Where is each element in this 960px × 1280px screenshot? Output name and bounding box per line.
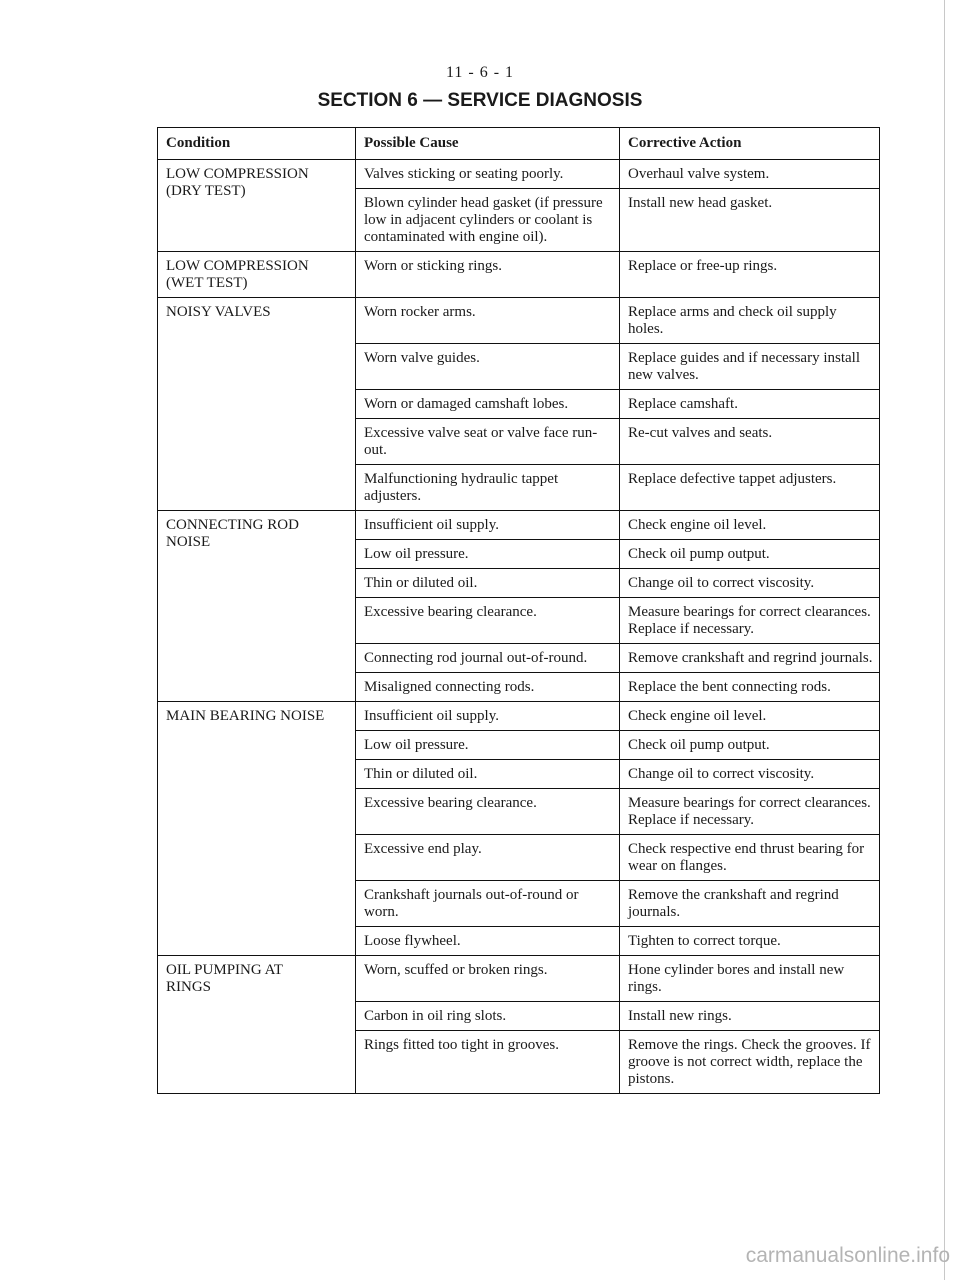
corrective-action-cell: Tighten to correct torque. <box>620 927 880 956</box>
corrective-action-cell: Check respective end thrust bearing for wear on flanges. <box>620 835 880 881</box>
possible-cause-cell: Rings fitted too tight in grooves. <box>356 1031 620 1094</box>
corrective-action-cell: Remove crankshaft and regrind journals. <box>620 644 880 673</box>
corrective-action-cell: Measure bearings for correct clearances. Replace if necessary. <box>620 598 880 644</box>
possible-cause-cell: Malfunctioning hydraulic tappet adjusters. <box>356 465 620 511</box>
corrective-action-cell: Install new head gasket. <box>620 189 880 252</box>
corrective-action-cell: Replace or free-up rings. <box>620 252 880 298</box>
corrective-action-cell: Check engine oil level. <box>620 702 880 731</box>
table-row <box>158 511 880 540</box>
condition-text: (WET TEST) <box>166 275 248 291</box>
possible-cause-cell: Excessive bearing clearance. <box>356 789 620 835</box>
page-edge-line <box>944 0 945 1280</box>
corrective-action-cell: Change oil to correct viscosity. <box>620 569 880 598</box>
condition-cell <box>158 252 356 298</box>
condition-text: NOISE <box>166 534 211 550</box>
page-number: 11 - 6 - 1 <box>445 64 515 81</box>
possible-cause-cell: Misaligned connecting rods. <box>356 673 620 702</box>
corrective-action-cell: Remove the crankshaft and regrind journals. <box>620 881 880 927</box>
table-body <box>158 160 880 1094</box>
possible-cause-cell: Valves sticking or seating poorly. <box>356 160 620 189</box>
possible-cause-cell: Blown cylinder head gasket (if pressure low in adjacent cylinders or coolant is contaminated with engine oil). <box>356 189 620 252</box>
condition-text: CONNECTING ROD <box>166 517 299 533</box>
possible-cause-cell: Worn rocker arms. <box>356 298 620 344</box>
condition-text: RINGS <box>166 979 212 995</box>
condition-cell <box>158 956 356 1094</box>
table-row <box>158 956 880 1002</box>
possible-cause-cell: Worn or damaged camshaft lobes. <box>356 390 620 419</box>
possible-cause-cell: Excessive bearing clearance. <box>356 598 620 644</box>
possible-cause-cell: Connecting rod journal out-of-round. <box>356 644 620 673</box>
condition-text: LOW COMPRESSION <box>166 166 309 182</box>
condition-cell <box>158 702 356 956</box>
possible-cause-cell: Worn or sticking rings. <box>356 252 620 298</box>
corrective-action-cell: Replace guides and if necessary install new valves. <box>620 344 880 390</box>
table-header-row <box>158 128 880 160</box>
table-row <box>158 252 880 298</box>
table-row <box>158 298 880 344</box>
corrective-action-cell: Overhaul valve system. <box>620 160 880 189</box>
corrective-action-cell: Change oil to correct viscosity. <box>620 760 880 789</box>
corrective-action-cell: Replace camshaft. <box>620 390 880 419</box>
condition-cell <box>158 511 356 702</box>
corrective-action-cell: Check engine oil level. <box>620 511 880 540</box>
possible-cause-cell: Excessive valve seat or valve face run-out. <box>356 419 620 465</box>
watermark: carmanualsonline.info <box>745 1244 950 1267</box>
possible-cause-cell: Loose flywheel. <box>356 927 620 956</box>
possible-cause-cell: Worn valve guides. <box>356 344 620 390</box>
possible-cause-cell: Insufficient oil supply. <box>356 702 620 731</box>
corrective-action-cell: Replace defective tappet adjusters. <box>620 465 880 511</box>
service-diagnosis-table <box>157 127 880 1094</box>
possible-cause-cell: Worn, scuffed or broken rings. <box>356 956 620 1002</box>
corrective-action-cell: Measure bearings for correct clearances. Replace if necessary. <box>620 789 880 835</box>
condition-cell <box>158 160 356 252</box>
corrective-action-cell: Check oil pump output. <box>620 540 880 569</box>
possible-cause-cell: Excessive end play. <box>356 835 620 881</box>
possible-cause-cell: Low oil pressure. <box>356 540 620 569</box>
corrective-action-cell: Hone cylinder bores and install new rings. <box>620 956 880 1002</box>
corrective-action-cell: Remove the rings. Check the grooves. If groove is not correct width, replace the pistons. <box>620 1031 880 1094</box>
condition-text: OIL PUMPING AT <box>166 962 283 978</box>
possible-cause-cell: Insufficient oil supply. <box>356 511 620 540</box>
section-title: SECTION 6 — SERVICE DIAGNOSIS <box>317 90 643 111</box>
possible-cause-cell: Crankshaft journals out-of-round or worn. <box>356 881 620 927</box>
condition-text: (DRY TEST) <box>166 183 246 199</box>
condition-text: LOW COMPRESSION <box>166 258 309 274</box>
condition-text: MAIN BEARING NOISE <box>166 708 325 724</box>
corrective-action-cell: Replace arms and check oil supply holes. <box>620 298 880 344</box>
possible-cause-cell: Carbon in oil ring slots. <box>356 1002 620 1031</box>
corrective-action-cell: Check oil pump output. <box>620 731 880 760</box>
corrective-action-cell: Install new rings. <box>620 1002 880 1031</box>
possible-cause-cell: Thin or diluted oil. <box>356 569 620 598</box>
possible-cause-cell: Thin or diluted oil. <box>356 760 620 789</box>
possible-cause-cell: Low oil pressure. <box>356 731 620 760</box>
header-corrective-action: Corrective Action <box>620 128 880 160</box>
condition-text: NOISY VALVES <box>166 304 271 320</box>
corrective-action-cell: Replace the bent connecting rods. <box>620 673 880 702</box>
table-row <box>158 702 880 731</box>
header-possible-cause: Possible Cause <box>356 128 620 160</box>
table-row <box>158 160 880 189</box>
corrective-action-cell: Re-cut valves and seats. <box>620 419 880 465</box>
condition-cell <box>158 298 356 511</box>
header-condition: Condition <box>158 128 356 160</box>
